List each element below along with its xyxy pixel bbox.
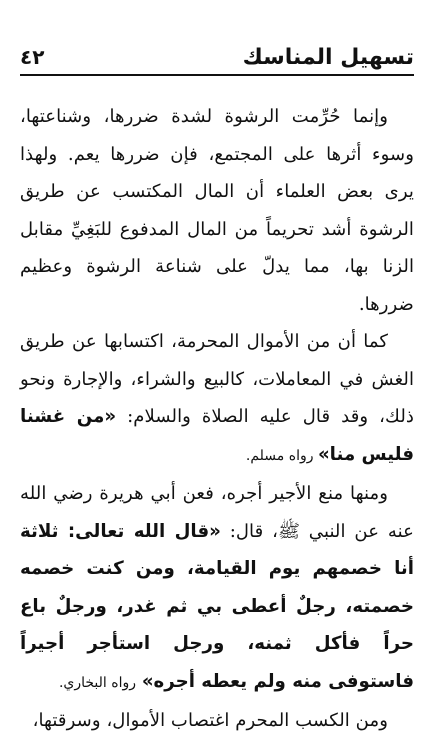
paragraph-wages-intro: ومنها منع الأجير أجره، فعن أبي هريرة رضي الله عنه عن النبي ﷺ، قال: xyxy=(20,483,414,542)
paragraph-cheating-intro: كما أن من الأموال المحرمة، اكتسابها عن طريق الغش في المعاملات، كالبيع والشراء، والإجارة ونحو ذلك، وقد قال عليه الصلاة والسلام: xyxy=(20,331,414,427)
header-rule xyxy=(20,74,414,76)
paragraph-usurpation xyxy=(20,702,414,740)
paragraph-bribery xyxy=(20,98,414,323)
paragraph-wages xyxy=(20,475,414,702)
paragraph-cheating xyxy=(20,323,414,475)
paragraph-bribery-text: وإنما حُرِّمت الرشوة لشدة ضررها، وشناعتها، وسوء أثرها على المجتمع، فإن ضررها يعم. ولهذا يرى بعض العلماء أن المال المكتسب عن طريق الرشوة أشد تحريماً من المال المدفوع للبَغِيِّ مقابل الزنا بها، مما يدلّ على شناعة الرشوة وعظيم ضررها. xyxy=(20,106,414,315)
hadith-wages-source: رواه البخاري. xyxy=(58,674,137,691)
hadith-wages: «قال الله تعالى: ثلاثة أنا خصمهم يوم القيامة، ومن كنت خصمه خصمته، رجلٌ أعطى بي ثم غدر، ورجلٌ باع حراً فأكل ثمنه، ورجل استأجر أجيراً فاستوفى منه ولم يعطه أجره» xyxy=(20,520,414,692)
page-number: ٤٢ xyxy=(20,45,45,69)
body-text xyxy=(20,98,414,740)
hadith-cheating: «من غشنا فليس منا» xyxy=(20,406,414,465)
hadith-cheating-source: رواه مسلم. xyxy=(245,447,318,464)
paragraph-usurpation-text: ومن الكسب المحرم اغتصاب الأموال، وسرقتها، xyxy=(32,710,388,731)
running-title: تسهيل المناسك xyxy=(242,44,414,70)
page-header xyxy=(20,40,414,74)
